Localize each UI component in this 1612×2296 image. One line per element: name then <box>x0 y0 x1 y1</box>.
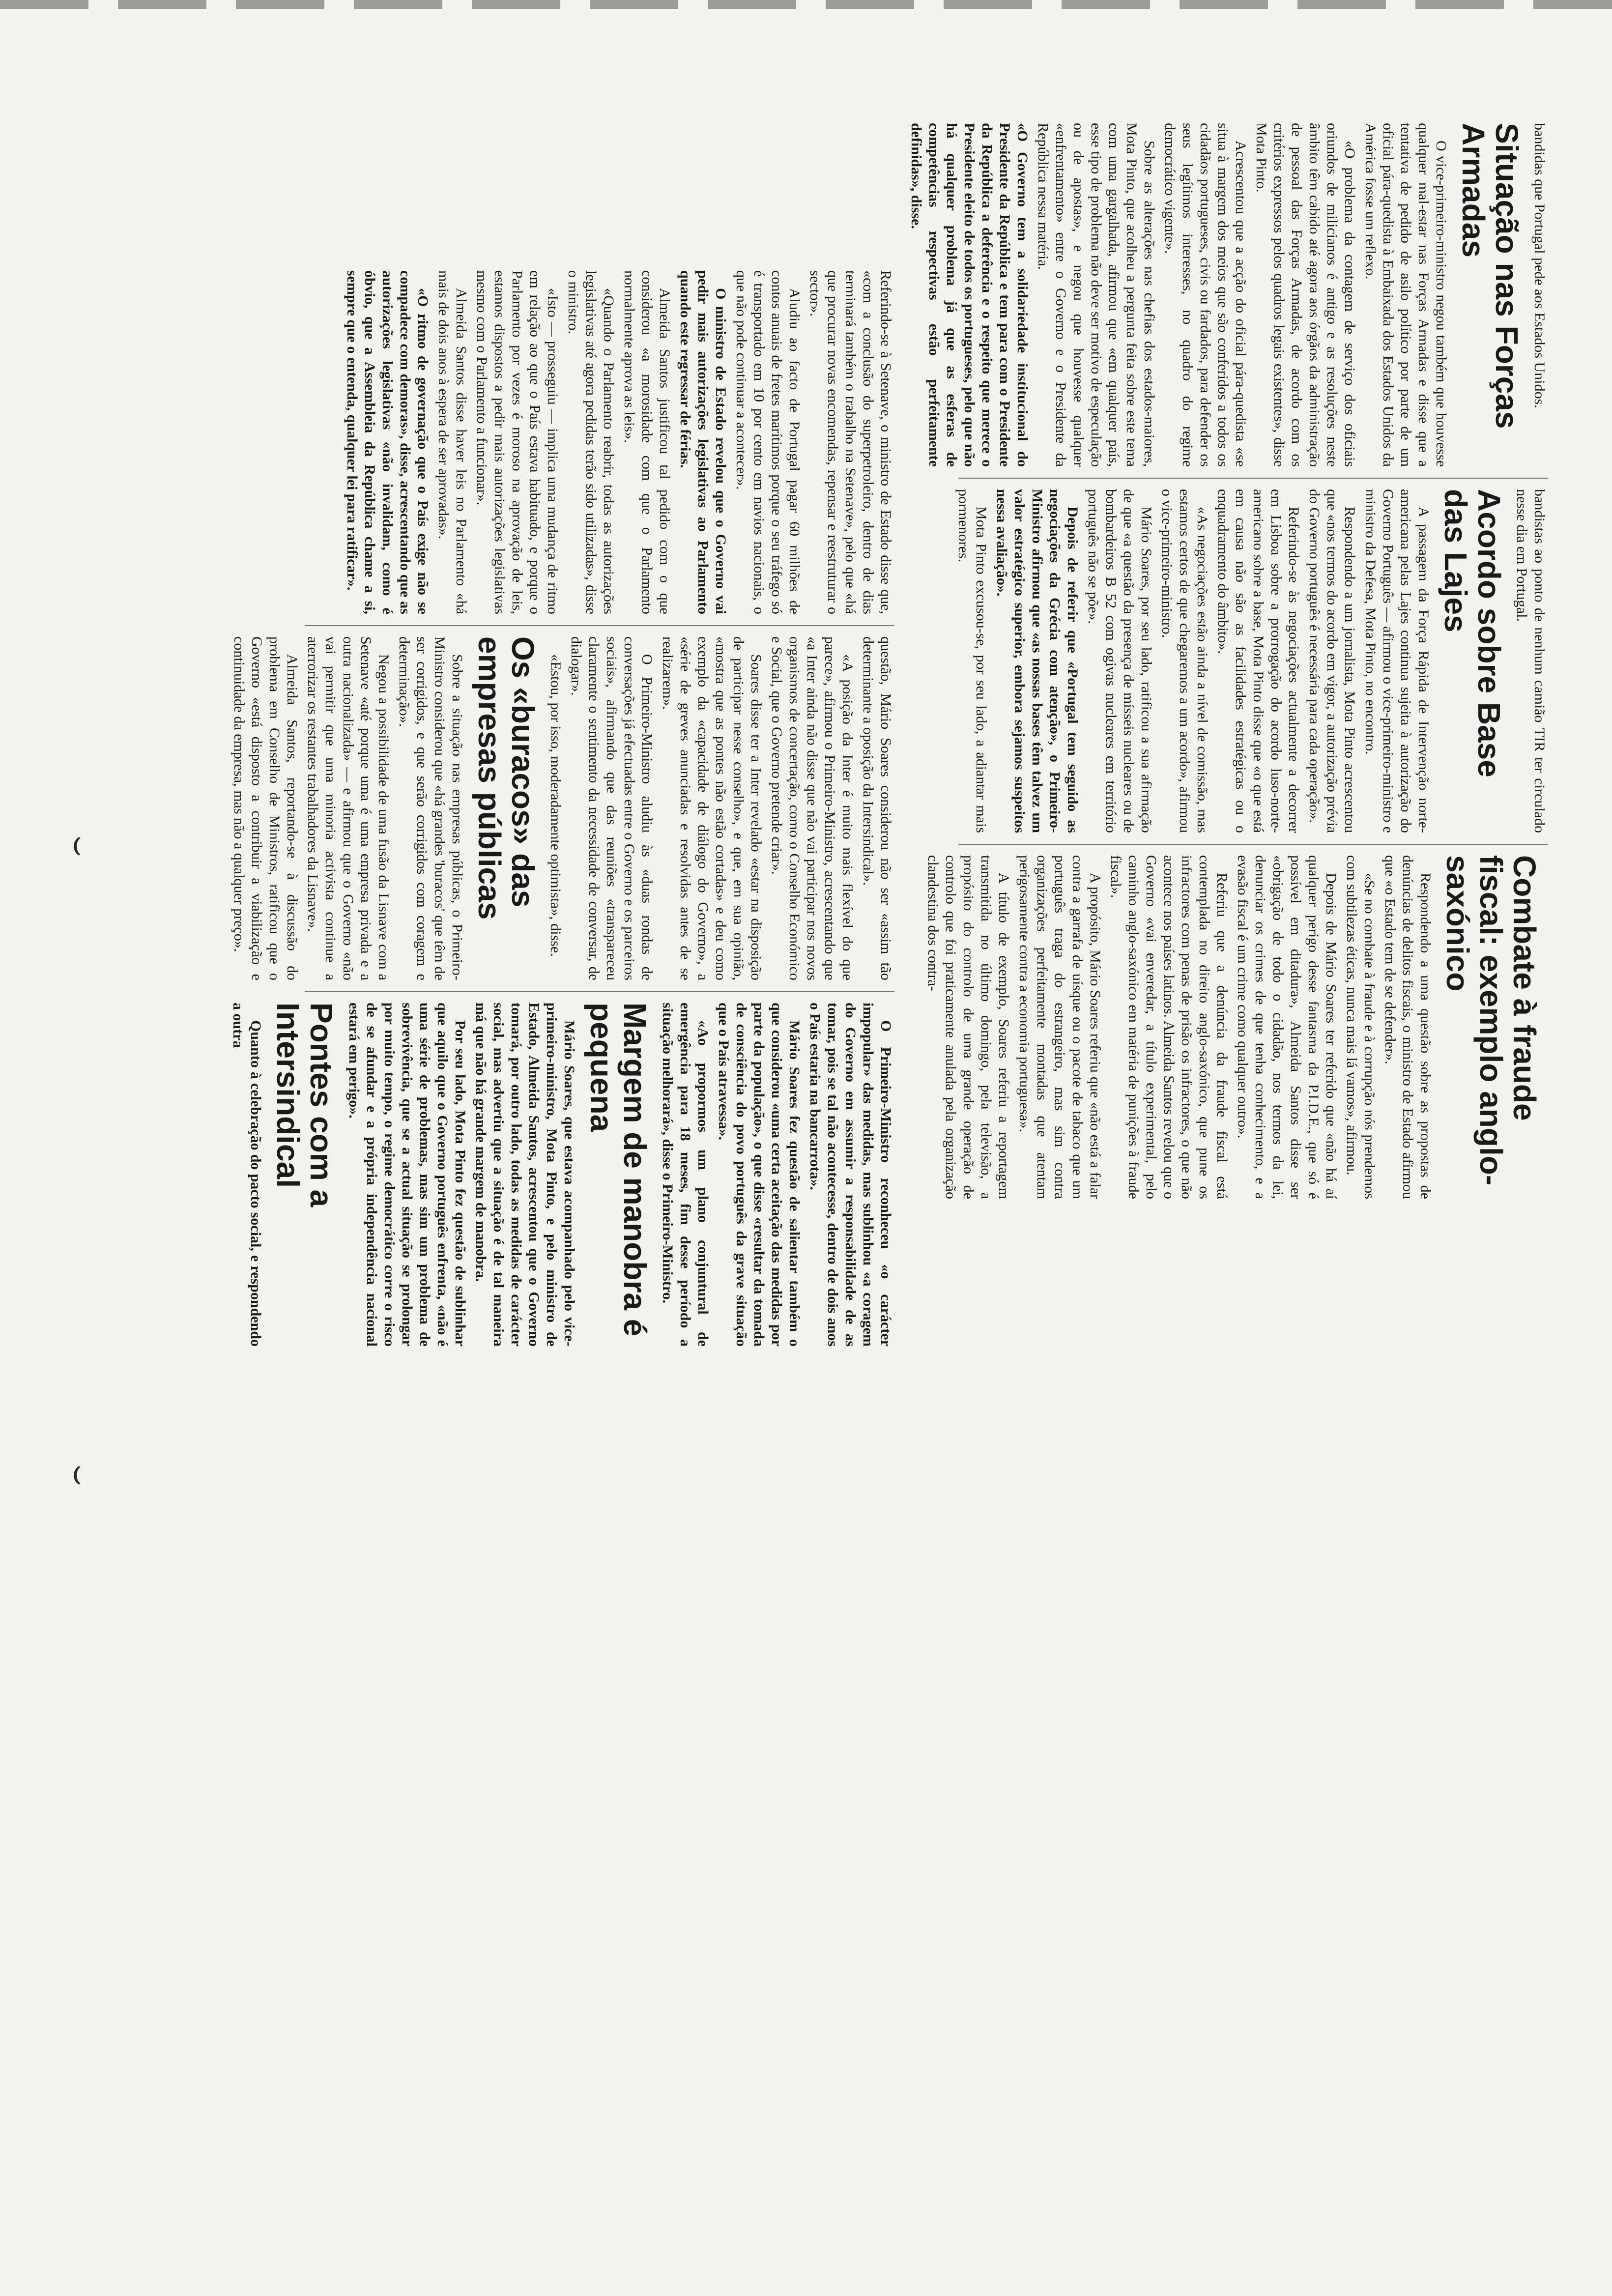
text-paragraph: Mário Soares, por seu lado, ratificou a sua afirmação de que «a questão da presença de mísseis nucleares ou de bombardeiros B 52 com ogivas nucleares em território português não se põe». <box>1085 489 1154 833</box>
text-paragraph: Almeida Santos, reportando-se à discussão do problema em Conselho de Ministros, ratificou que o Governo «está disposto a contribuir a viabilização e continuidade da empresa, mas não a qualquer preço». <box>231 636 300 980</box>
text-paragraph: A passagem da Força Rápida de Intervenção norte-americana pelas Lajes continua sujeita à autorização do Governo Português — afirmou o vice-primeiro-ministro e ministro da Defesa, Mota Pinto, no encontro. <box>1362 489 1432 833</box>
text-paragraph: Por seu lado, Mota Pinto fez questão de sublinhar que aquilo que o Governo português enfrenta, «não é uma série de problemas, mas sim um problema de sobrevivência, que se a actual situação se prolongar por muito tempo, o regime democrático corre o risco de se afundar e a própria independência nacional estará em perigo». <box>346 1003 468 1347</box>
text-paragraph: Respondendo a uma questão sobre as propostas de denúncias de delitos fiscais, o ministro de Estado afirmou que «o Estado tem de se defender». <box>1382 855 1434 1199</box>
column-rule <box>305 991 894 992</box>
text-paragraph: Quanto à celebração do pacto social, e respondendo a outra <box>230 1003 264 1347</box>
text-paragraph: Almeida Santos justificou tal pedido com o que considerou «a morosidade com que o Parlamento normalmente aprova as leis». <box>621 270 673 614</box>
text-paragraph: «Ao propormos um plano conjuntural de emergência para 18 meses, fim desse período a situação melhorará», disse o Primeiro-Ministro. <box>660 1003 711 1347</box>
text-paragraph: «O problema da contagem de serviço dos oficiais oriundos de milicianos é antigo e as resoluções neste âmbito têm cabido até agora aos órgãos da administração de pessoal das Forças Armadas, de acordo com os critérios expressos pelos quadros legais existentes», disse Mota Pinto. <box>1253 123 1358 467</box>
text-paragraph: Depois de referir que «Portugal tem seguido as negociações da Grécia com atenção», o Primeiro-Ministro afirmou que «as nossas bases têm talvez um valor estratégico superior, embora sejamos suspeitos nessa avaliação». <box>994 489 1081 833</box>
article-column-2 <box>955 489 1548 833</box>
text-paragraph: O Primeiro-Ministro reconheceu «o carácter impopular» das medidas, mas sublinhou «a coragem do Governo em assumir a responsabilidade de as tomar, pois se tal não acontecesse, dentro de dois anos o País estaria na bancarrota». <box>807 1003 894 1347</box>
column-rule <box>305 625 894 626</box>
headline-buracos-empresas-publicas: Os «buracos» das empresas públicas <box>472 636 541 920</box>
text-paragraph: Soares disse ter a Inter revelado «estar na disposição de participar nesse conselho», e que, em sua opinião, «mostra que as pontes não estão cortadas» e deu como exemplo da «capacidade de diálogo do Governo», a «série de greves anunciadas e resolvidas antes de se realizarem». <box>660 636 764 980</box>
text-paragraph: Respondendo a um jornalista, Mota Pinto acrescentou que «nos termos do acordo em vigor, a autorização prévia do Governo português é necessária para cada operação». <box>1306 489 1358 833</box>
text-paragraph: «Quando o Parlamento reabrir, todas as autorizações legislativas até agora pedidas terão sido utilizadas», disse o ministro. <box>565 270 617 614</box>
lower-band <box>230 123 894 2285</box>
text-paragraph: O ministro de Estado revelou que o Governo vai pedir mais autorizações legislativas ao Parlamento quando este regressar de férias. <box>677 270 729 614</box>
text-paragraph: Sobre a situação nas empresas públicas, o Primeiro-Ministro considerou que «há grandes 'buracos' que têm de ser corrigidos, e que serão corrigidos com coragem e determinação». <box>396 636 465 980</box>
headline-acordo-base-lajes: Acordo sobre Base das Lajes <box>1438 489 1507 777</box>
text-paragraph: «O Governo tem a solidariedade institucional do Presidente da República e tem para com o Presidente da República a deferência e o respeito que merece o Presidente eleito de todos os portugueses, pelo que não há qualquer problema já que as esferas de competências respectivas estão perfeitamente definidas», disse. <box>908 123 1031 467</box>
scan-edge <box>0 0 1612 9</box>
article-column-5 <box>231 636 894 980</box>
text-paragraph: «Se no combate à fraude e à corrupção nós prendemos com subtilezas éticas, nunca mais lá vamos», afirmou. <box>1344 855 1378 1199</box>
upper-band <box>908 123 1548 2285</box>
column-rule <box>958 844 1548 845</box>
text-paragraph: Aludiu ao facto de Portugal pagar 60 milhões de contos anuais de fretes marítimos porque o seu tráfego só é transportado em 10 por cento em navios nacionais, o que não pode continuar a acontecer». <box>733 270 803 614</box>
text-paragraph: bandidas que Portugal pede aos Estados Unidos. <box>1531 123 1548 408</box>
text-paragraph: questão, Mário Soares considerou não ser «assim tão determinante a oposição da Intersindical». <box>860 636 894 980</box>
punch-hole-mark <box>74 1464 121 1486</box>
text-paragraph: Almeida Santos disse haver leis no Parlamento «há mais de dois anos à espera de ser aprovadas». <box>435 270 469 614</box>
text-paragraph: «Isto — prosseguiu — implica uma mudança de ritmo em relação ao que o País estava habituado, e porque o Parlamento por vezes é moroso na aprovação de leis, estamos dispostos a pedir mais autorizações legislativas mesmo com o Parlamento a funcionar». <box>474 270 561 614</box>
text-paragraph: Mário Soares, que estava acompanhado pelo vice-primeiro-ministro, Mota Pinto, e pelo ministro de Estado, Almeida Santos, acrescentou que o Governo tomará, por outro lado, todas as medidas de carácter social, mas advertiu que a situação é de tal maneira má que não há grande margem de manobra. <box>473 1003 577 1347</box>
text-paragraph: O vice-primeiro-ministro negou também que houvesse qualquer mal-estar nas Forças Armadas e disse que a tentativa de pedido de asilo político por parte de um oficial pára-quedista à Embaixada dos Estados Unidos da América fosse um reflexo. <box>1362 123 1449 467</box>
article-column-1 <box>908 123 1548 467</box>
text-paragraph: Depois de Mário Soares ter referido que «não há aí qualquer perigo desse fantasma da P.I.D.E., que só é possível em ditadura», Almeida Santos disse ser «obrigação de todo o cidadão, nos termos da lei, denunciar os crimes de que tenha conhecimento, e a evasão fiscal é um crime como qualquer outro». <box>1235 855 1339 1199</box>
text-paragraph: A título de exemplo, Soares referiu a reportagem transmitida no último domingo, pela televisão, a propósito do controlo de uma grande operação de controlo que foi praticamente anulada pela organização clandestina dos contra- <box>925 855 1012 1199</box>
text-paragraph: Referiu que a denúncia da fraude fiscal está contemplada no direito anglo-saxónico, que pune os infractores com penas de prisão os infractores, o que não acontece nos países latinos. Almeida Santos revelou que o Governo «vai enveredar, a título experimental, pelo caminho anglo-saxónico em matéria de punições à fraude fiscal». <box>1108 855 1230 1199</box>
text-paragraph: O Primeiro-Ministro aludiu às «duas rondas de conversações já efectuadas entre o Governo e os parceiros sociais», afirmando que das reuniões «transpareceu claramente o sentimento da necessidade de conversar, de dialogar». <box>568 636 655 980</box>
headline-combate-fraude-fiscal: Combate à fraude fiscal: exemplo anglo-saxónico <box>1440 855 1542 1186</box>
text-paragraph: Referindo-se à Setenave, o ministro de Estado disse que, «com a conclusão do superpetroleiro, dentro de dias terminará também o trabalho na Setenave», pelo que «há que procurar novas encomendas, repensar e reestruturar o sector». <box>807 270 894 614</box>
text-paragraph: Referindo-se às negociações actualmente a decorrer em Lisboa sobre a prorrogação do acordo luso-norte-americano sobre a base, Mota Pinto disse que «o que está em causa não são as facilidades estratégicas ou o enquadramento do âmbito». <box>1215 489 1302 833</box>
text-paragraph: Sobre as alterações nas chefias dos estados-maiores, Mota Pinto, que acolheu a pergunta feita sobre este tema com uma gargalhada, afirmou que «em qualquer país, esse tipo de problema não deve ser motivo de especulação ou de apostas», e negou que houvesse qualquer «enfrentamento» entre o Governo e o Presidente da República nessa matéria. <box>1035 123 1157 467</box>
headline-pontes-intersindical: Pontes com a Intersindical <box>270 1003 339 1207</box>
text-paragraph: Negou a possibilidade de uma fusão da Lisnave com a Setenave «até porque uma é uma empresa privada e a outra nacionalizada» — e afirmou que o Governo «não vai permitir que uma minoria activista continue a aterrorizar os restantes trabalhadores da Lisnave». <box>305 636 392 980</box>
headline-situacao-forcas-armadas: Situação nas Forças Armadas <box>1456 123 1525 429</box>
punch-hole-mark <box>74 835 121 857</box>
text-paragraph: «Estou, por isso, moderadamente optimista», disse. <box>547 654 564 957</box>
article-column-3 <box>925 855 1548 1199</box>
text-paragraph: «As negociações estão ainda a nível de comissão, mas estamos certos de que chegaremos a um acordo», afirmou o vice-primeiro-ministro. <box>1159 489 1210 833</box>
article-column-4 <box>305 270 894 614</box>
newspaper-page <box>230 123 1548 2285</box>
text-paragraph: «O ritmo de governação que o País exige não se compadece com demoras», disse, acrescentando que as autorizações legislativas «não invalidam, como é óbvio, que a Assembleia da República chame a si, sempre que o entenda, qualquer lei para ratificar». <box>344 270 431 614</box>
column-rule <box>958 478 1548 479</box>
headline-margem-manobra: Margem de manobra é pequena <box>584 1003 653 1337</box>
article-column-6 <box>230 1003 894 1347</box>
text-paragraph: Mário Soares fez questão de salientar também o que considerou «uma certa aceitação das medidas por parte da população», o que disse «resultar da tomada de consciência do povo português da grave situação que o País atravessa». <box>716 1003 803 1347</box>
text-paragraph: bandistas ao ponto de nenhum camião TIR ter circulado nesse dia em Portugal. <box>1514 489 1548 833</box>
text-paragraph: Mota Pinto excusou-se, por seu lado, a adiantar mais pormenores. <box>955 489 989 833</box>
text-paragraph: A propósito, Mário Soares referiu que «não está a falar contra a garrafa de uísque ou o pacote de tabaco que um português traga do estrangeiro, mas sim contra organizações perfeitamente montadas que atentam perigosamente contra a economia portuguesa». <box>1016 855 1103 1199</box>
text-paragraph: «A posição da Inter é muito mais flexível do que parece», afirmou o Primeiro-Ministro, acrescentando que «a Inter ainda não disse que não vai participar nos novos organismos de concertação, como o Conselho Económico e Social, que o Governo pretende criar». <box>769 636 856 980</box>
text-paragraph: Acrescentou que a acção do oficial pára-quedista «se situa à margem dos meios que são conferidos a todos os cidadãos portugueses, civis ou fardados, para defender os seus legítimos interesses, no quadro do regime democrático vigente». <box>1162 123 1249 467</box>
